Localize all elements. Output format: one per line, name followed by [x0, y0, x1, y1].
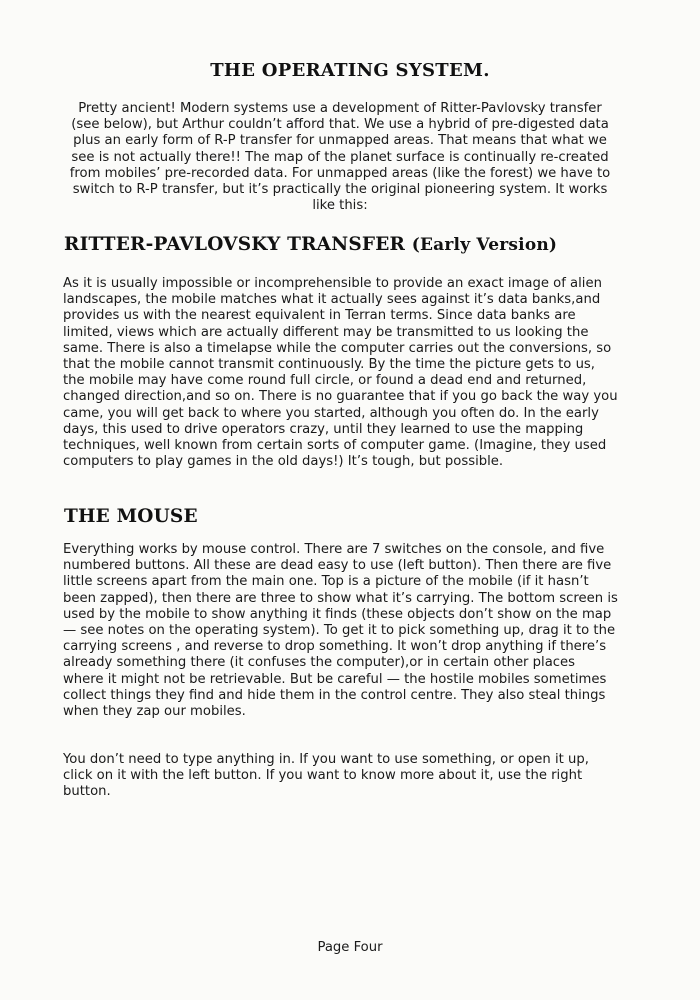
ritter-subheading-text: (Early Version) [411, 235, 558, 255]
section-heading-mouse: THE MOUSE [64, 506, 198, 527]
page-number: Page Four [317, 940, 383, 955]
ritter-paragraph: As it is usually impossible or incomprehensible to provide an exact image of alien landscapes, the mobile matches what it actually sees against it’s data banks,and provides us with the nearest equivalent in Terran terms. Since data banks are limited, views which are actually different may be transmitted to us looking the same. There is also a timelapse while the computer carries out the conversions, so that the mobile cannot transmit continuously. By the time the picture gets to us, the mobile may have come round full circle, or found a dead end and returned, changed direction,and so on. There is no guarantee that if you go back the way you came, you will get back to where you started, although you often do. In the early days, this used to drive operators crazy, until they learned to use the mapping techniques, well known from certain sorts of computer game. (Imagine, they used computers to play games in the old days!) It’s tough, but possible. [63, 276, 618, 470]
mouse-paragraph-2: You don’t need to type anything in. If you want to use something, or open it up, click on it with the left button. If you want to know more about it, use the right button. [63, 752, 589, 800]
page-title: THE OPERATING SYSTEM. [210, 60, 490, 81]
mouse-paragraph-1: Everything works by mouse control. There are 7 switches on the console, and five numbered buttons. All these are dead easy to use (left button). Then there are five little screens apart from the main one. Top is a picture of the mobile (if it hasn’t been zapped), then there are three to show what it’s carrying. The bottom screen is used by the mobile to show anything it finds (these objects don’t show on the map — see notes on the operating system). To get it to pick something up, drag it to the carrying screens , and reverse to drop something. It won’t drop anything if there’s already something there (it confuses the computer),or in certain other places where it might not be retrievable. But be careful — the hostile mobiles sometimes collect things they find and hide them in the control centre. They also steal things when they zap our mobiles. [63, 542, 618, 720]
ritter-heading-text: RITTER-PAVLOVSKY TRANSFER [64, 234, 406, 255]
section-heading-ritter [64, 234, 557, 255]
intro-paragraph: Pretty ancient! Modern systems use a development of Ritter-Pavlovsky transfer (see below), but Arthur couldn’t afford that. We use a hybrid of pre-digested data plus an early form of R-P transfer for unmapped areas. That means that what we see is not actually there!! The map of the planet surface is continually re-created from mobiles’ pre-recorded data. For unmapped areas (like the forest) we have to switch to R-P transfer, but it’s practically the original pioneering system. It works like this: [69, 101, 611, 214]
